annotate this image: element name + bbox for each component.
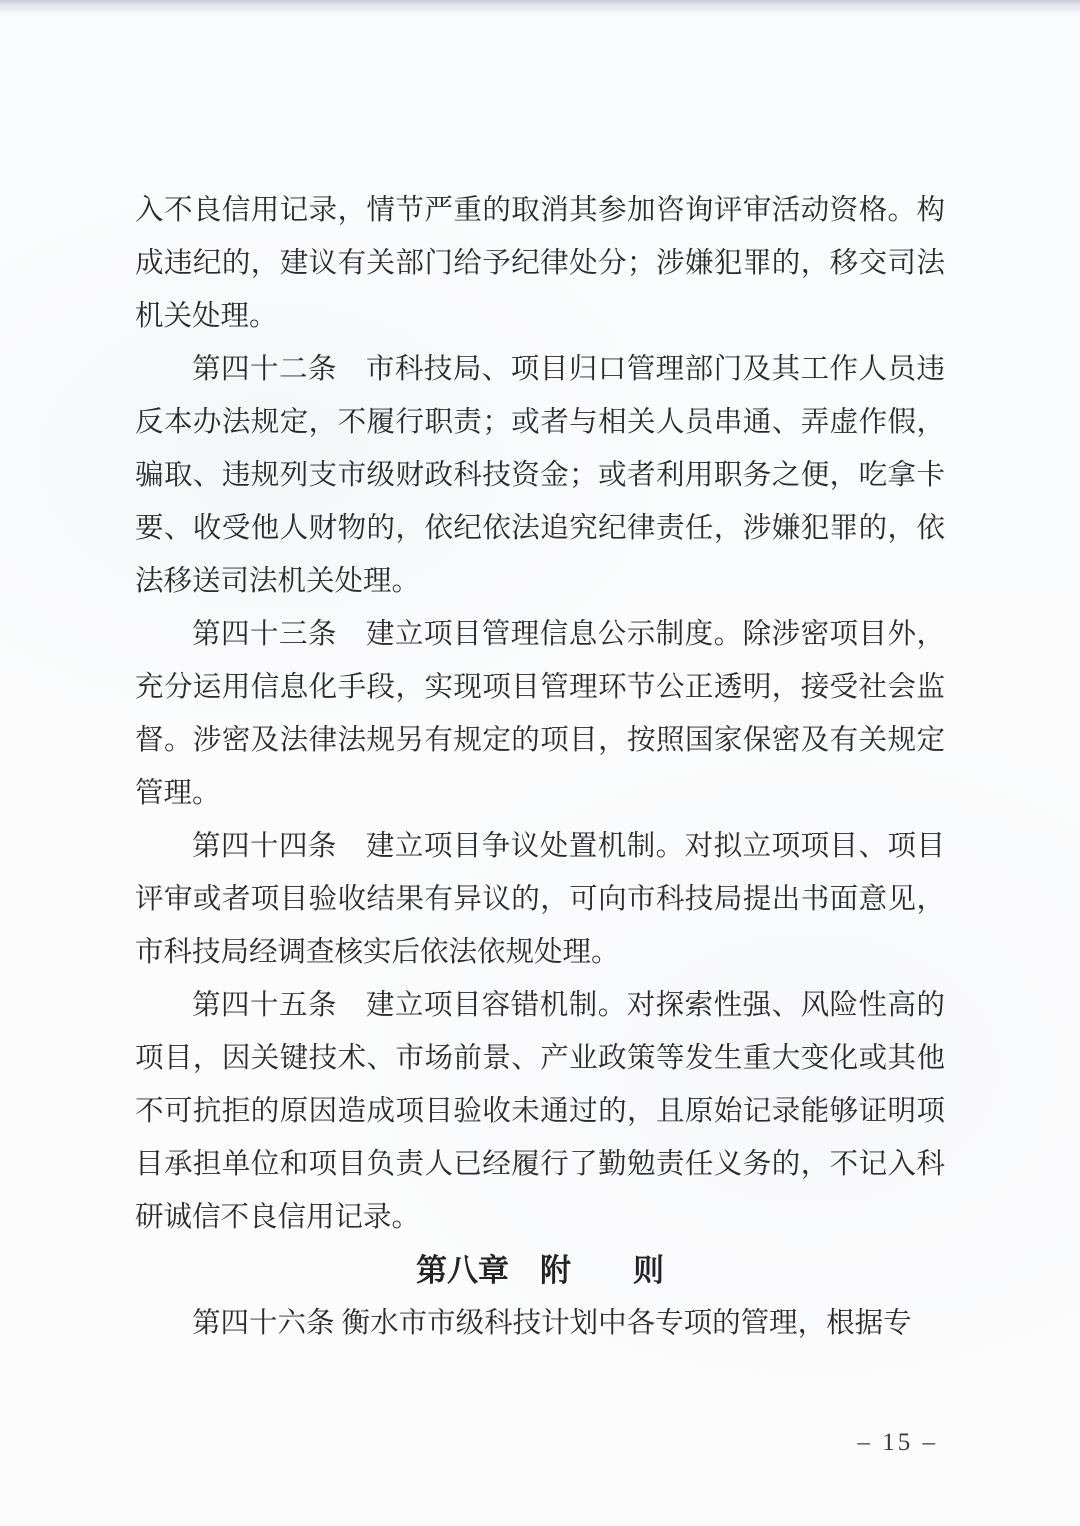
- paragraph-article-44: 第四十四条 建立项目争议处置机制。对拟立项项目、项目评审或者项目验收结果有异议的，可向市科技局提出书面意见，市科技局经调查核实后依法依规处理。: [135, 831, 945, 968]
- paragraph-article-46: 第四十六条 衡水市市级科技计划中各专项的管理，根据专: [192, 1308, 912, 1339]
- page-number: – 15 –: [857, 1429, 938, 1456]
- paragraph-article-45: 第四十五条 建立项目容错机制。对探索性强、风险性高的项目，因关键技术、市场前景、产业政策等发生重大变化或其他不可抗拒的原因造成项目验收未通过的，且原始记录能够证明项目承担单位和项目负责人已经履行了勤勉责任义务的，不记入科研诚信不良信用记录。: [135, 990, 945, 1233]
- document-body: [135, 184, 945, 1350]
- scan-edge-artifact: [0, 0, 1080, 14]
- paragraph-article-42: 第四十二条 市科技局、项目归口管理部门及其工作人员违反本办法规定，不履行职责；或者与相关人员串通、弄虚作假，骗取、违规列支市级财政科技资金；或者利用职务之便，吃拿卡要、收受他人财物的，依纪依法追究纪律责任，涉嫌犯罪的，依法移送司法机关处理。: [135, 354, 945, 597]
- paragraph-continuation: 入不良信用记录，情节严重的取消其参加咨询评审活动资格。构成违纪的，建议有关部门给予纪律处分；涉嫌犯罪的，移交司法机关处理。: [135, 195, 945, 332]
- paragraph-article-43: 第四十三条 建立项目管理信息公示制度。除涉密项目外，充分运用信息化手段，实现项目管理环节公正透明，接受社会监督。涉密及法律法规另有规定的项目，按照国家保密及有关规定管理。: [135, 619, 945, 809]
- chapter-heading: 第八章 附 则: [416, 1253, 664, 1288]
